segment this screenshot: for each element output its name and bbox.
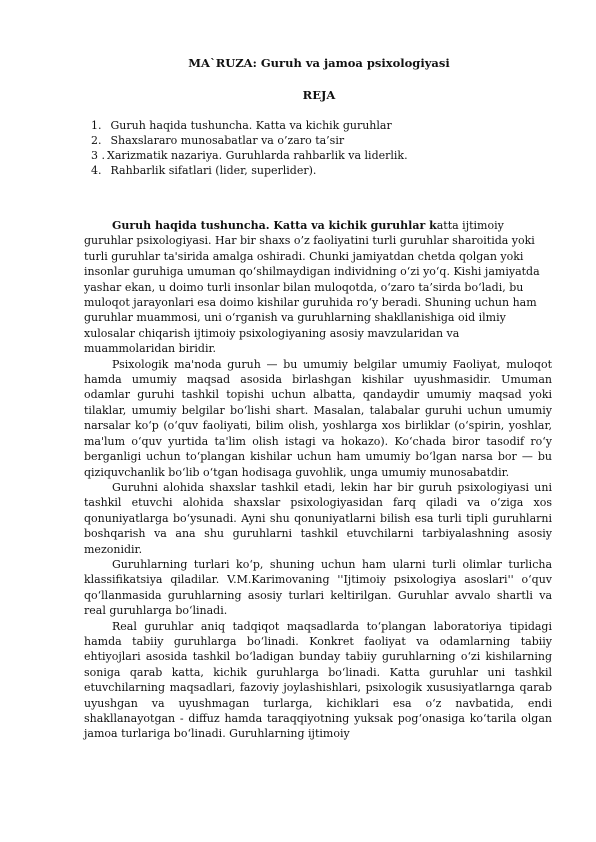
plan-item xyxy=(91,163,552,178)
paragraph-real-groups: Real guruhlar aniq tadqiqot maqsadlarda to‘plangan laboratoriya tipidagi hamda tabiiy guruhlarga bo‘linadi. Konkret faoliyat va odamlarning tabiiy ehtiyojlari asosida tashkil bo‘ladigan bunday tabiiy guruhlarning o‘zi kishilarning soniga qarab katta, kichik guruhlarga bo‘linadi. Katta guruhlar uni tashkil etuvchilarning maqsadlari, fazoviy joylashishlari, psixologik xususiyatlarnga qarab uyushgan va uyushmagan turlarga, kichiklari esa o‘z navbatida, endi shakllanayotgan - diffuz hamda taraqqiyotning yuksak pog‘onasiga ko‘tarila olgan jamoa turlariga bo‘linadi. Guruhlarning ijtimoiy xyxy=(84,619,552,741)
plan-heading: REJA xyxy=(302,88,336,102)
plan-item xyxy=(91,118,552,133)
paragraph-group-types: Guruhlarning turlari ko‘p, shuning uchun ham ularni turli olimlar turlicha klassifikatsiya qiladilar. V.M.Karimovaning ''Ijtimoiy psixologiya asoslari'' o‘quv qo‘llanmasida guruhlarning asosiy turlari keltirilgan. Guruhlar avvalo shartli va real guruhlarga bo‘linadi. xyxy=(84,557,552,618)
paragraph-definition: Psixologik ma'noda guruh — bu umumiy belgilar umumiy Faoliyat, muloqot hamda umumiy maqsad asosida birlashgan kishilar uyushmasidir. Umuman odamlar guruhi tashkil topishi uchun albatta, qandaydir umumiy maqsad yoki tilaklar, umumiy belgilar bo‘lishi shart. Masalan, talabalar guruhi uchun umumiy narsalar ko‘p (o‘quv faoliyati, bilim olish, yoshlarga xos birliklar (o‘spirin, yoshlar, ma'lum o‘quv yurtida ta'lim olish istagi va hokazo). Ko‘chada biror tasodif ro‘y berganligi uchun to‘plangan kishilar uchun ham umumiy bo‘lgan narsa bor — bu qiziquvchanlik bo‘lib o‘tgan hodisaga guvohlik, unga umumiy munosabatdir. xyxy=(84,357,552,479)
lecture-body xyxy=(84,218,552,742)
plan-item-text: Xarizmatik nazariya. Guruhlarda rahbarlik va liderlik. xyxy=(107,149,408,162)
section-heading-inline: Guruh haqida tushuncha. Katta va kichik guruhlar k xyxy=(112,219,437,232)
plan-item-number: 2. xyxy=(91,134,102,147)
plan-item-text: Rahbarlik sifatlari (lider, superlider). xyxy=(110,164,317,177)
paragraph-text: atta ijtimoiy guruhlar psixologiyasi. Har bir shaxs o’z faoliyatini turli guruhlar sharoitida yoki turli guruhlar ta'sirida amalga oshiradi. Chunki jamiyatdan chetda qolgan yoki insonlar guruhiga umuman qo‘shilmaydigan individning o‘zi yo‘q. Kishi jamiyatda yashar ekan, u doimo turli insonlar bilan muloqotda, o‘zaro ta’sirda bo‘ladi, bu muloqot jarayonlari esa doimo kishilar guruhida ro‘y beradi. Shuning uchun ham guruhlar muammosi, uni o‘rganish va guruhlarning shakllanishiga oid ilmiy xulosalar chiqarish ijtimoiy psixologiyaning asosiy mavzularidan va muammolaridan biridir. xyxy=(84,219,540,356)
paragraph-individuals: Guruhni alohida shaxslar tashkil etadi, lekin har bir guruh psixologiyasi uni tashkil etuvchi alohida shaxslar psixologiyasidan farq qiladi va o‘ziga xos qonuniyatlarga bo‘ysunadi. Ayni shu qonuniyatlarni bilish esa turli tipli guruhlarni boshqarish va ana shu guruhlarni tashkil etuvchilarni tarbiyalashning asosiy mezonidir. xyxy=(84,480,552,556)
plan-item-number: 4. xyxy=(91,164,102,177)
plan-list xyxy=(86,118,552,178)
plan-item xyxy=(91,148,552,163)
plan-item-number: 1. xyxy=(91,119,102,132)
plan-item-text: Guruh haqida tushuncha. Katta va kichik guruhlar xyxy=(110,119,392,132)
plan-item-number: 3 . xyxy=(91,149,105,162)
lecture-title: MA`RUZA: Guruh va jamoa psixologiyasi xyxy=(188,56,450,70)
plan-item xyxy=(91,133,552,148)
plan-item-text: Shaxslararo munosabatlar va o’zaro ta’sir xyxy=(110,134,345,147)
paragraph-intro xyxy=(84,218,552,357)
